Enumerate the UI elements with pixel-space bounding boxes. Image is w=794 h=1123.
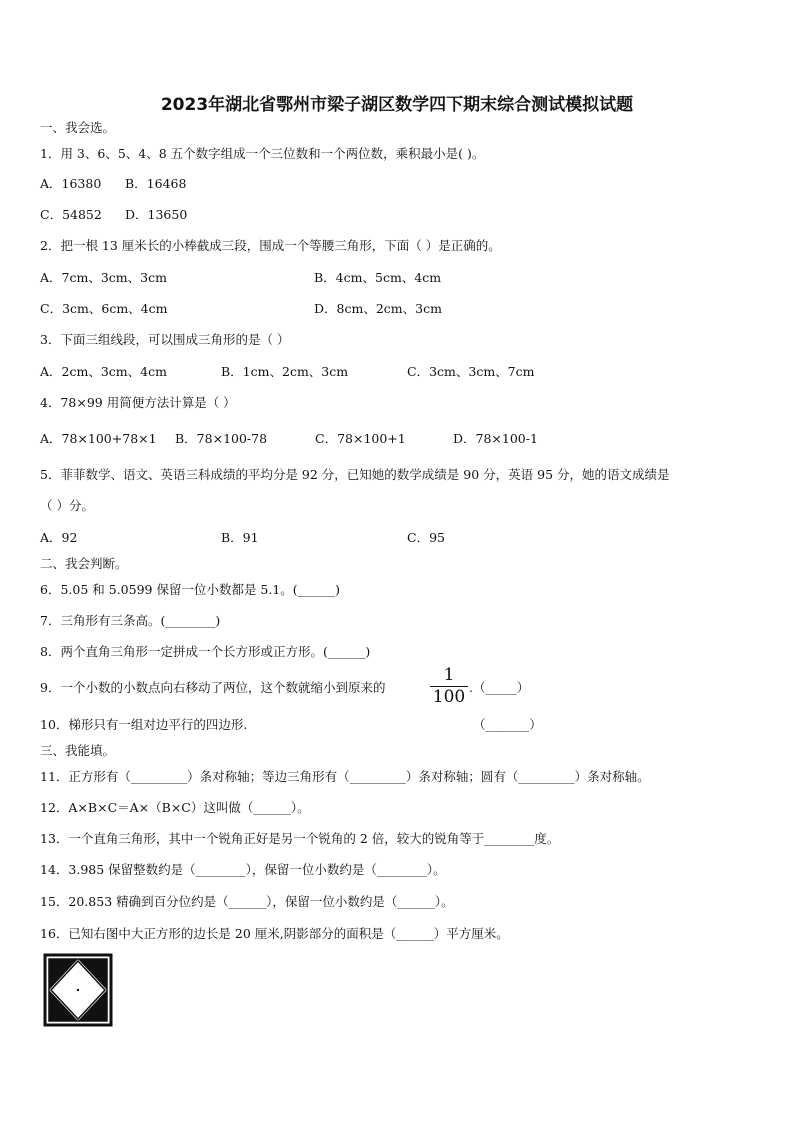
q4-option-b[interactable]: B．78×100-78 bbox=[175, 431, 268, 446]
fraction-one-hundredth bbox=[430, 667, 468, 706]
question-4: 4．78×99 用简便方法计算是（ ） bbox=[40, 395, 236, 410]
question-3: 3．下面三组线段，可以围成三角形的是（ ） bbox=[40, 332, 290, 347]
section-heading-judge: 二、我会判断。 bbox=[40, 556, 128, 571]
fraction-denominator: 100 bbox=[432, 687, 466, 707]
q2-option-c[interactable]: C．3cm、6cm、4cm bbox=[40, 301, 168, 316]
question-6: 6．5.05 和 5.0599 保留一位小数都是 5.1。(______) bbox=[40, 582, 341, 597]
question-9: 9．一个小数的小数点向右移动了两位，这个数就缩小到原来的 bbox=[40, 680, 386, 695]
question-8: 8．两个直角三角形一定拼成一个长方形或正方形。(______) bbox=[40, 644, 371, 659]
section-heading-fill: 三、我能填。 bbox=[40, 743, 116, 758]
q3-option-a[interactable]: A．2cm、3cm、4cm bbox=[40, 364, 167, 379]
q4-option-a[interactable]: A．78×100+78×1 bbox=[40, 431, 157, 446]
question-15: 15．20.853 精确到百分位约是（______），保留一位小数约是（______）。 bbox=[40, 894, 454, 909]
question-10-blank: （_______） bbox=[473, 717, 542, 732]
q1-option-a[interactable]: A．16380 bbox=[40, 176, 102, 191]
q5-option-a[interactable]: A．92 bbox=[40, 530, 78, 545]
fraction-numerator: 1 bbox=[443, 665, 455, 685]
q4-option-d[interactable]: D．78×100-1 bbox=[453, 431, 538, 446]
question-2: 2．把一根 13 厘米长的小棒截成三段，围成一个等腰三角形，下面（ ）是正确的。 bbox=[40, 238, 501, 253]
q4-option-c[interactable]: C．78×100+1 bbox=[315, 431, 406, 446]
center-dot bbox=[77, 989, 79, 991]
square-shaded-figure bbox=[42, 952, 114, 1028]
q3-option-b[interactable]: B．1cm、2cm、3cm bbox=[221, 364, 349, 379]
question-9-blank: .（_____） bbox=[469, 680, 530, 695]
question-5-blank: （ ）分。 bbox=[40, 498, 94, 513]
question-13: 13．一个直角三角形，其中一个锐角正好是另一个锐角的 2 倍，较大的锐角等于________度。 bbox=[40, 831, 560, 846]
q2-option-d[interactable]: D．8cm、2cm、3cm bbox=[314, 301, 442, 316]
q5-option-c[interactable]: C．95 bbox=[407, 530, 445, 545]
section-heading-choice: 一、我会选。 bbox=[40, 120, 116, 135]
question-1: 1．用 3、6、5、4、8 五个数字组成一个三位数和一个两位数，乘积最小是( )。 bbox=[40, 146, 485, 161]
question-11: 11．正方形有（_________）条对称轴；等边三角形有（_________）条对称轴；圆有（_________）条对称轴。 bbox=[40, 769, 650, 784]
q1-option-d[interactable]: D．13650 bbox=[125, 207, 188, 222]
q5-option-b[interactable]: B．91 bbox=[221, 530, 259, 545]
q2-option-a[interactable]: A．7cm、3cm、3cm bbox=[40, 270, 167, 285]
question-5: 5．菲菲数学、语文、英语三科成绩的平均分是 92 分，已知她的数学成绩是 90 分，英语 95 分，她的语文成绩是 bbox=[40, 467, 670, 482]
question-14: 14．3.985 保留整数约是（________），保留一位小数约是（________）。 bbox=[40, 862, 446, 877]
q1-option-b[interactable]: B．16468 bbox=[125, 176, 187, 191]
question-16: 16．已知右图中大正方形的边长是 20 厘米,阴影部分的面积是（______）平方厘米。 bbox=[40, 926, 509, 941]
q2-option-b[interactable]: B．4cm、5cm、4cm bbox=[314, 270, 442, 285]
q1-option-c[interactable]: C．54852 bbox=[40, 207, 102, 222]
question-7: 7．三角形有三条高。(________) bbox=[40, 613, 221, 628]
q3-option-c[interactable]: C．3cm、3cm、7cm bbox=[407, 364, 535, 379]
question-10: 10．梯形只有一组对边平行的四边形. bbox=[40, 717, 248, 732]
page-title: 2023年湖北省鄂州市梁子湖区数学四下期末综合测试模拟试题 bbox=[160, 95, 634, 115]
question-12: 12．A×B×C＝A×（B×C）这叫做（______）。 bbox=[40, 800, 310, 815]
